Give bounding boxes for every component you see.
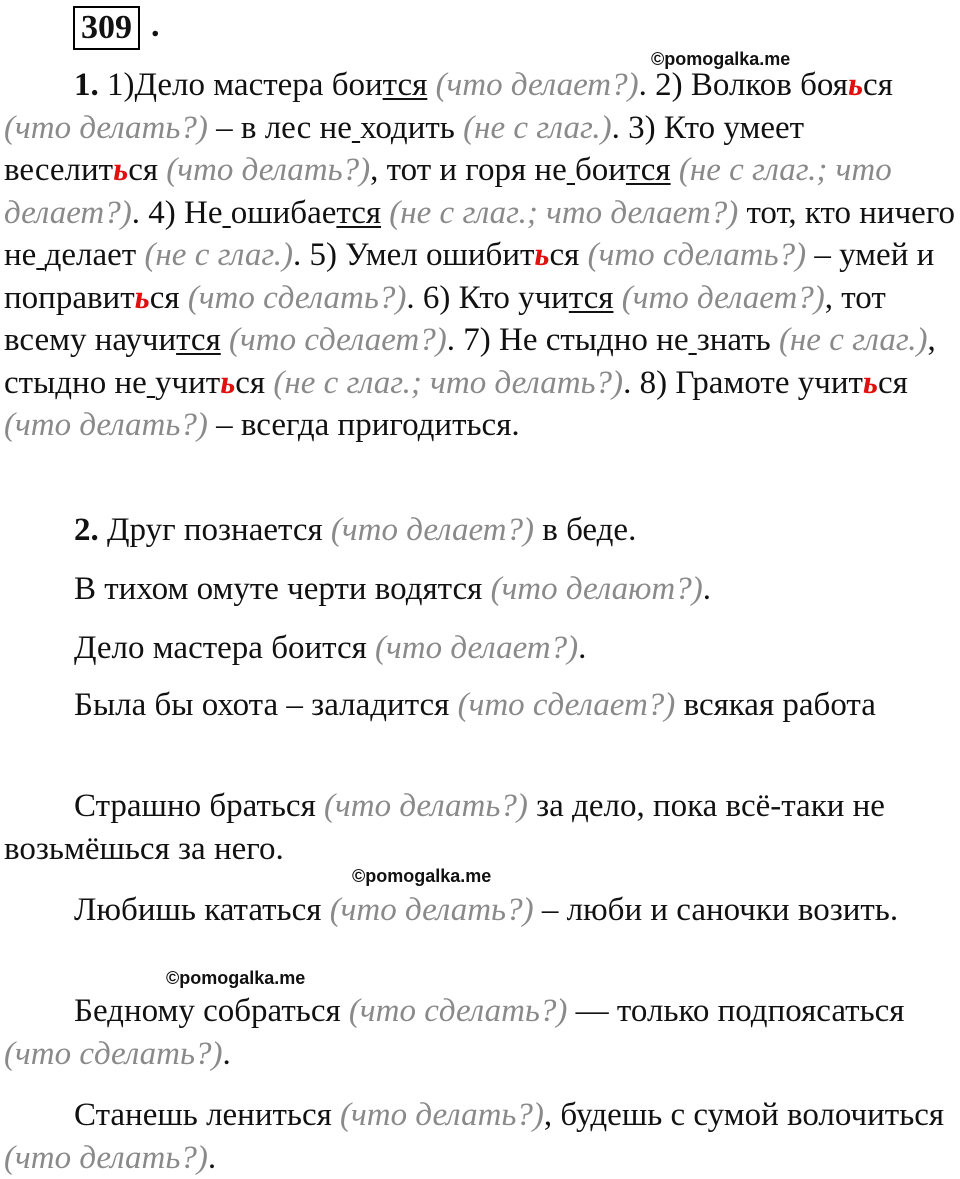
line-text: Была бы охота – заладится bbox=[74, 687, 450, 723]
s4-question: (не с глаг.; что делает?) bbox=[389, 194, 739, 231]
s4-gap-2 bbox=[36, 237, 44, 273]
s3-text-a: Кто умеет веселит bbox=[4, 109, 805, 188]
line-text: Дело мастера боится bbox=[74, 630, 367, 666]
s7-question: (не с глаг.) bbox=[778, 322, 928, 358]
s7-soft-sign: ь bbox=[220, 364, 236, 401]
s1-ending: тся bbox=[382, 67, 428, 103]
s2-text-a: Волков боя bbox=[690, 67, 848, 103]
s5-soft-sign: ь bbox=[534, 237, 550, 273]
s7-question-2: (не с глаг.; что делать?) bbox=[273, 364, 624, 401]
s3-number: 3) bbox=[628, 109, 656, 146]
exercise-number-dot: . bbox=[151, 7, 160, 44]
line-text: Станешь лениться bbox=[74, 1097, 332, 1133]
exercise-number: 309 bbox=[73, 6, 140, 50]
s5-text-d: ся bbox=[149, 279, 180, 316]
s8-text-a: Грамоте учит bbox=[675, 364, 863, 401]
part2-line bbox=[4, 568, 958, 611]
s3-soft-sign: ь bbox=[113, 152, 129, 188]
s8-text-b: ся bbox=[878, 364, 908, 401]
s1-number: 1) bbox=[107, 67, 135, 103]
s8-question: (что делать?) bbox=[4, 407, 208, 443]
line-text-end: – люби и саночки возить. bbox=[541, 892, 899, 928]
part1-paragraph bbox=[4, 64, 958, 447]
s5-question-2: (что сделать?) bbox=[187, 279, 407, 316]
s8-text-c: – всегда пригодиться. bbox=[216, 407, 520, 443]
s3-gap bbox=[567, 152, 575, 188]
s7-end: . bbox=[623, 364, 632, 401]
s6-question-2: (что сделает?) bbox=[229, 322, 447, 358]
s6-end: . bbox=[446, 322, 455, 358]
s4-text-e: делает bbox=[44, 237, 137, 273]
part2-line bbox=[4, 785, 958, 870]
s5-soft-sign-2: ь bbox=[134, 279, 150, 316]
s2-gap bbox=[352, 110, 360, 146]
line-question: (что делать?) bbox=[329, 892, 534, 928]
s3-end: . bbox=[131, 194, 140, 231]
s3-text-b: ся bbox=[128, 152, 159, 188]
s4-gap bbox=[222, 195, 230, 231]
s1-question: (что делает?) bbox=[435, 67, 639, 103]
s3-question-2: (не с глаг.; что делает?) bbox=[4, 152, 892, 231]
s1-end: . bbox=[638, 67, 647, 103]
part2-line bbox=[4, 990, 958, 1075]
line-question: (что сделает?) bbox=[457, 687, 676, 723]
s4-number: 4) bbox=[148, 194, 176, 231]
part2-label: 2. bbox=[74, 512, 99, 548]
s4-question-2: (не с глаг.) bbox=[144, 237, 294, 273]
line-text-end: . bbox=[578, 630, 587, 666]
s2-question-2: (не с глаг.) bbox=[463, 109, 612, 146]
s6-text-a: Кто учи bbox=[458, 279, 569, 316]
s5-number: 5) bbox=[309, 237, 338, 273]
line-text-end: в беде. bbox=[542, 512, 637, 548]
s6-question: (что делает?) bbox=[621, 279, 825, 316]
s7-gap bbox=[688, 322, 696, 358]
s4-text-b: ошибае bbox=[230, 194, 337, 231]
line-text-end: всякая работа bbox=[683, 687, 876, 723]
line-text: Любишь кататься bbox=[74, 892, 322, 928]
line-text: В тихом омуте черти водятся bbox=[74, 571, 483, 607]
s7-number: 7) bbox=[463, 322, 491, 358]
line-question: (что делают?) bbox=[490, 571, 703, 607]
watermark: ©pomogalka.me bbox=[166, 968, 306, 988]
s7-text-c: , стыдно не bbox=[4, 322, 936, 401]
line-text: Друг познается bbox=[107, 512, 323, 548]
s4-text-a: Не bbox=[184, 194, 223, 231]
part1-label: 1. bbox=[74, 67, 99, 103]
s3-text-d: бои bbox=[575, 152, 626, 188]
s2-text-c: – в лес не bbox=[216, 109, 352, 146]
line-text: Бедному собраться bbox=[74, 993, 341, 1029]
s2-text-d: ходить bbox=[360, 109, 455, 146]
line-text: Страшно браться bbox=[74, 788, 316, 824]
s7-text-b: знать bbox=[696, 322, 771, 358]
part2-line bbox=[4, 889, 958, 932]
s3-ending: тся bbox=[625, 152, 671, 188]
line-text-end: за дело, пока всё-таки не возьмёшься за него. bbox=[4, 788, 885, 867]
s2-end: . bbox=[611, 109, 620, 146]
s5-text-b: ся bbox=[549, 237, 580, 273]
s1-text-a: Дело мастера бои bbox=[134, 67, 383, 103]
s2-soft-sign: ь bbox=[847, 67, 864, 103]
part2-line bbox=[4, 1094, 958, 1179]
s7-gap-2 bbox=[147, 365, 155, 401]
line-question: (что сделать?) bbox=[348, 993, 568, 1029]
s6-text-c: , тот всему научи bbox=[4, 279, 886, 358]
s5-question: (что сделать?) bbox=[587, 237, 807, 273]
s4-ending: тся bbox=[336, 194, 382, 231]
part2-line bbox=[4, 684, 958, 727]
s6-ending: тся bbox=[568, 279, 614, 316]
s6-number: 6) bbox=[422, 279, 451, 316]
line-question-2: (что делать?) bbox=[4, 1139, 208, 1176]
s4-text-d: тот, кто ничего не bbox=[4, 194, 956, 273]
s7-text-d: учит bbox=[155, 364, 221, 401]
s7-text-e: ся bbox=[235, 364, 266, 401]
line-text-end: — только подпоясаться bbox=[575, 993, 905, 1029]
line-question: (что делает?) bbox=[330, 512, 534, 548]
line-end: . bbox=[222, 1035, 231, 1072]
s5-text-c: – умей и поправит bbox=[4, 237, 935, 316]
s2-text-b: ся bbox=[863, 67, 893, 103]
line-text-end: . bbox=[702, 571, 711, 607]
s3-text-c: , тот и горя не bbox=[370, 152, 567, 188]
s3-question: (что делать?) bbox=[166, 152, 371, 188]
watermark: ©pomogalka.me bbox=[651, 49, 791, 69]
s6-ending-2: тся bbox=[176, 322, 221, 358]
s2-question: (что делать?) bbox=[4, 109, 208, 146]
line-question: (что делать?) bbox=[324, 788, 528, 824]
s7-text-a: Не стыдно не bbox=[498, 322, 689, 358]
s4-end: . bbox=[293, 237, 302, 273]
line-question: (что делает?) bbox=[375, 630, 579, 666]
line-question: (что делать?) bbox=[340, 1097, 544, 1133]
s5-text-a: Умел ошибит bbox=[345, 237, 535, 273]
line-end: . bbox=[207, 1139, 217, 1176]
part2-line bbox=[4, 509, 958, 552]
line-question-2: (что сделать?) bbox=[4, 1035, 223, 1072]
watermark: ©pomogalka.me bbox=[352, 866, 492, 886]
s8-number: 8) bbox=[639, 364, 668, 401]
line-text-end: , будешь с сумой волочиться bbox=[543, 1097, 945, 1133]
s8-soft-sign: ь bbox=[862, 364, 878, 401]
s2-number: 2) bbox=[655, 67, 683, 103]
s5-end: . bbox=[406, 279, 415, 316]
part2-line bbox=[4, 627, 958, 670]
